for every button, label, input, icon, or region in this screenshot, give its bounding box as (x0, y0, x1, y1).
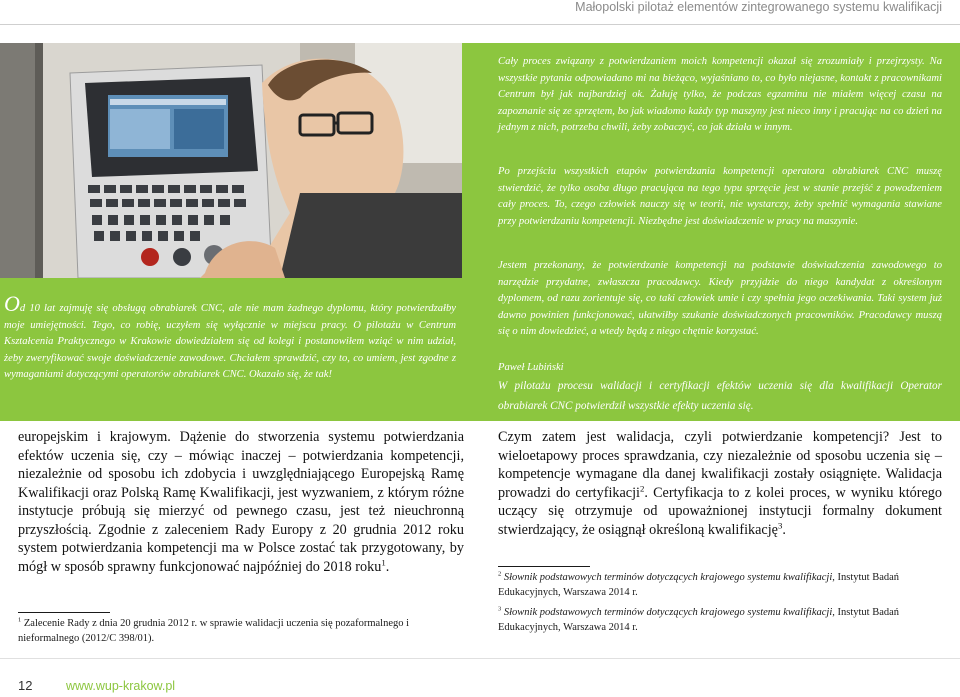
quote-paragraph-1: Cały proces związany z potwierdzaniem moich kompetencji okazał się zrozumiały i przejrzysty. Na wszystkie pytania odpowiadano mi na bieżąco, wyjaśniano to, co było niejasne, kontakt z pracownikami Centrum był jak najbardziej ok. Żałuję tylko, że podczas egzaminu nie miałem więcej czasu na zapoznanie się ze sprzętem, bo jak wiadomo każdy typ maszyny jest nieco inny i pracując na co dzień na jednym z nich, potrzeba chwili, żeby zobaczyć, co jak działa w innym. (498, 56, 942, 133)
signature-description: W pilotażu procesu walidacji i certyfikacji efektów uczenia się dla kwalifikacji Operator obrabiarek CNC potwierdził wszystkie efekty uczenia się. (498, 380, 942, 412)
footnote-divider-right (498, 566, 590, 567)
page-number: 12 (18, 678, 33, 693)
footnote-2-rest: , Instytut Badań Edukacyjnych, Warszawa 2014 r. (498, 572, 900, 598)
body-text-left: europejskim i krajowym. Dążenie do stworzenia systemu potwierdzania efektów uczenia się, czy – mówiąc inaczej – potwierdzania kompetencji, niezależnie od sposobu ich zdobycia i uwzględniającego Europejską Ramę Kwalifikacji oraz Polską Ramę Kwalifikacji, jest wyzwaniem, z którym różne instytucje próbują się mierzyć od pewnego czasu, jest też nieuchronną przyszłością. Zgodnie z zaleceniem Rady Europy z 20 grudnia 2012 roku system potwierdzania kompetencji ma w Polsce zostać tak przygotowany, by mógł w sposób sprawny funkcjonować najpóźniej do 2018 roku$^1$. (18, 429, 464, 575)
footnote-2-number: 2 (498, 570, 502, 578)
footnote-ref-2[interactable]: 2 (639, 482, 645, 493)
footnote-3-rest: , Instytut Badań Edukacyjnych, Warszawa 2014 r. (498, 607, 900, 633)
footnote-2-title: Słownik podstawowych terminów dotyczących krajowego systemu kwalifikacji (503, 572, 833, 583)
quote-paragraph-3: Jestem przekonany, że potwierdzanie kompetencji na podstawie doświadczenia zawodowego to narzędzie przydatne, zwłaszcza pracodawcy. Kiedy przyjdzie do niego kandydat z określonym dyplomem, od razu zorientuje się, co taki człowiek umie i czy spełnia jego oczekiwania. Taki system już dawno powinien funkcjonować, ułatwiłby szukanie doświadczonych pracowników. Pracodawcy muszą się o nim dowiedzieć, a wtedy będą z niego chętnie korzystać. (498, 260, 942, 337)
footnote-divider-left (18, 612, 110, 613)
quote-paragraph-2: Po przejściu wszystkich etapów potwierdzania kompetencji operatora obrabiarek CNC muszę stwierdzić, że tylko osoba długo pracująca na tego typu sprzęcie jest w stanie przejść z powodzeniem cały proces. To, czego człowiek nauczy się w teorii, nie wystarczy, żeby spełnić wymagania stawiane przy potwierdzaniu kompetencji. Niezbędne jest doświadczenie w pracy na maszynie. (498, 166, 942, 227)
body-right-text-2: . Certyfikacja to z kolei proces, w wyniku którego uczący się otrzymuje od upoważnionej instytucji formalny dokument stwierdzający, że osiągnął określoną kwalifikację (498, 484, 942, 538)
cnc-operator-photo (0, 43, 462, 278)
footnote-1-text: Zalecenie Rady z dnia 20 grudnia 2012 r. w sprawie walidacji uczenia się pozaformalnego i nieformalnego (2012/C 398/01). (18, 618, 410, 644)
signature-name: Paweł Lubiński (498, 362, 564, 373)
intro-quote (4, 291, 456, 384)
body-right-text-1: Czym zatem jest walidacja, czyli potwierdzanie kompetencji? Jest to wieloetapowy proces sprawdzania, czy niezależnie od sposobu uczenia się – kompetencje wymagane dla danej kwalifikacji zostały osiągnięte. Walidacja prowadzi do certyfikacji (498, 429, 942, 501)
footnote-3 (498, 606, 942, 635)
footnote-3-number: 3 (498, 605, 502, 613)
footnote-ref-3[interactable]: 3 (777, 519, 783, 530)
footer-divider (0, 658, 960, 659)
footnote-1-number: 1 (18, 616, 22, 624)
intro-quote-text: d 10 lat zajmuję się obsługą obrabiarek CNC, ale nie mam żadnego dyplomu, który potwierdzałby moje umiejętności. Tego, co robię, uczyłem się wyłącznie w miejscu pracy. O pilotażu w Centrum Kształcenia Praktycznego w Krakowie dowiedziałem się od kolegi i postanowiłem wziąć w nim udział, żeby zweryfikować swoje doświadczenie zawodowe. Chciałem sprawdzić, czy to, co umiem, jest zgodne z wymaganiami dotyczącymi operatorów obrabiarek CNC. Okazało się, że tak! (4, 303, 456, 380)
running-header: Małopolski pilotaż elementów zintegrowanego systemu kwalifikacji (575, 0, 942, 14)
body-text-right (498, 428, 942, 539)
footnote-ref-1[interactable]: 1 (381, 556, 386, 567)
footnote-1 (18, 617, 464, 646)
body-right-text-3: . (782, 521, 786, 538)
header-divider (0, 24, 960, 25)
footnote-3-title: Słownik podstawowych terminów dotyczących krajowego systemu kwalifikacji (503, 607, 833, 618)
footnote-2 (498, 571, 942, 600)
body-left-text: europejskim i krajowym. Dążenie do stworzenia systemu potwierdzania efektów uczenia się, czy – mówiąc inaczej – potwierdzania kompetencji, niezależnie od sposobu ich zdobycia i uwzględniającego Europejską Ramę Kwalifikacji oraz Polską Ramę Kwalifikacji, jest wyzwaniem, z którym różne instytucje próbują się mierzyć od pewnego czasu, jest też nieuchronną przyszłością. Zgodnie z zaleceniem Rady Europy z 20 grudnia 2012 roku system potwierdzania kompetencji ma w Polsce zostać tak przygotowany, by mógł w sposób sprawny funkcjonować najpóźniej do 2018 roku (18, 429, 464, 575)
footer-link[interactable]: www.wup-krakow.pl (66, 679, 176, 693)
drop-cap: O (4, 291, 20, 316)
